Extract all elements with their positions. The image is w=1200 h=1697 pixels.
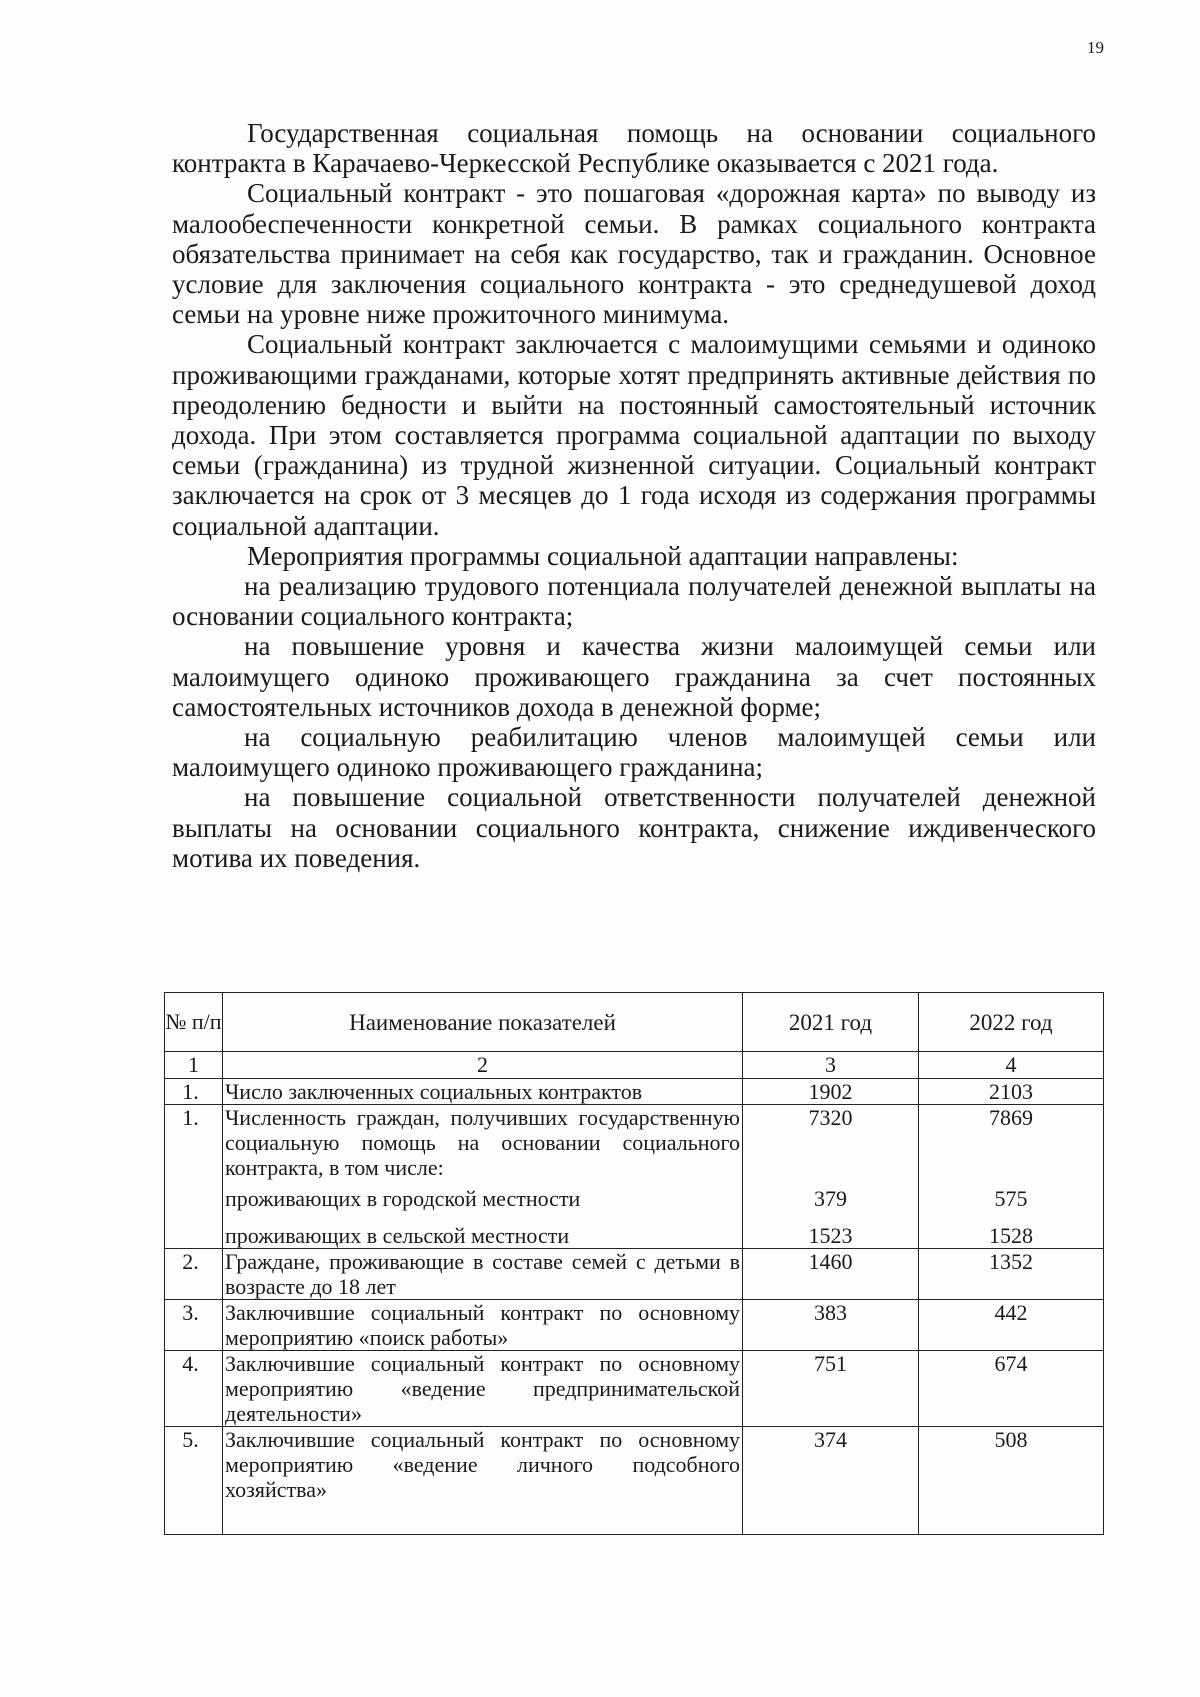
paragraph-conditions: Социальный контракт заключается с малоимущими семьями и одиноко проживающими гражданами, которые хотят предпринять активные действия по преодолению бедности и выйти на постоянный самостоятельный источник дохода. При этом составляется программа социальной адаптации по выходу семьи (гражданина) из трудной жизненной ситуации. Социальный контракт заключается на срок от 3 месяцев до 1 года исходя из содержания программы социальной адаптации. [172,329,1096,541]
row-values-2022 [919,1105,1104,1249]
row-number: 5. [165,1427,223,1535]
row-name: Численность граждан, получивших государственную социальную помощь на основании социального контракта, в том числе: [225,1105,740,1180]
row-value-2021: 1460 [743,1249,919,1300]
row-values-2021 [743,1105,919,1249]
index-cell: 1 [165,1052,223,1079]
row-value-2021: 1902 [743,1079,919,1105]
indicators-table [164,992,1104,1535]
header-num: № п/п [165,993,223,1052]
row-value-2021: 383 [743,1300,919,1351]
paragraph-measures-heading: Мероприятия программы социальной адаптации направлены: [247,540,959,571]
table-index-row [165,1052,1104,1079]
row-name: Граждане, проживающие в составе семей с детьми в возрасте до 18 лет [223,1249,743,1300]
row-subvalue-rural-2022: 1528 [989,1223,1033,1248]
row-subvalue-urban-2021: 379 [814,1186,847,1211]
row-value-2021: 7320 [808,1105,853,1130]
row-subitem-urban: проживающих в городской местности [225,1186,581,1211]
table-row [165,1105,1104,1249]
row-name-with-subitems [223,1105,743,1249]
indicators-table-wrap [164,992,1103,1535]
row-name: Число заключенных социальных контрактов [223,1079,743,1105]
row-value-2022: 2103 [919,1079,1104,1105]
paragraph-measure-4: на повышение социальной ответственности получателей денежной выплаты на основании социального контракта, снижение иждивенческого мотива их поведения. [172,782,1096,873]
paragraph-intro: Государственная социальная помощь на основании социального контракта в Карачаево-Черкесской Республике оказывается с 2021 года. [172,118,1096,179]
table-row [165,1427,1104,1535]
row-name: Заключившие социальный контракт по основному мероприятию «ведение личного подсобного хозяйства» [223,1427,743,1535]
row-number: 1. [165,1105,223,1249]
index-cell: 2 [223,1052,743,1079]
index-cell: 3 [743,1052,919,1079]
spacer [743,1130,918,1186]
paragraph-measure-2: на повышение уровня и качества жизни малоимущей семьи или малоимущего одиноко проживающего гражданина за счет постоянных самостоятельных источников дохода в денежной форме; [172,631,1096,722]
table-header-row [165,993,1104,1052]
header-2021: 2021 год [743,993,919,1052]
row-value-2022: 7869 [989,1105,1033,1130]
table-row [165,1079,1104,1105]
row-value-2021: 374 [743,1427,919,1535]
paragraph-measure-1: на реализацию трудового потенциала получателей денежной выплаты на основании социального контракта; [172,571,1096,632]
row-value-2022: 674 [919,1351,1104,1427]
index-cell: 4 [919,1052,1104,1079]
table-row [165,1351,1104,1427]
page-number: 19 [1087,38,1104,57]
paragraph-measure-3: на социальную реабилитацию членов малоимущей семьи или малоимущего одиноко проживающего гражданина; [172,722,1096,783]
row-number: 2. [165,1249,223,1300]
row-subitem-rural: проживающих в сельской местности [225,1223,570,1248]
body-text [172,118,1096,873]
table-row [165,1300,1104,1351]
table-row [165,1249,1104,1300]
row-value-2022: 442 [919,1300,1104,1351]
row-value-2022: 508 [919,1427,1104,1535]
paragraph-definition: Социальный контракт - это пошаговая «дорожная карта» по выводу из малообеспеченности конкретной семьи. В рамках социального контракта обязательства принимает на себя как государство, так и гражданин. Основное условие для заключения социального контракта - это среднедушевой доход семьи на уровне ниже прожиточного минимума. [172,178,1096,330]
row-number: 3. [165,1300,223,1351]
row-name: Заключившие социальный контракт по основному мероприятию «ведение предпринимательской деятельности» [223,1351,743,1427]
row-number: 4. [165,1351,223,1427]
row-value-2021: 751 [743,1351,919,1427]
row-subvalue-urban-2022: 575 [994,1186,1028,1211]
row-number: 1. [165,1079,223,1105]
row-value-2022: 1352 [919,1249,1104,1300]
row-subvalue-rural-2021: 1523 [808,1223,853,1248]
row-name: Заключившие социальный контракт по основному мероприятию «поиск работы» [223,1300,743,1351]
header-name: Наименование показателей [223,993,743,1052]
spacer [919,1130,1103,1186]
header-2022: 2022 год [919,993,1104,1052]
